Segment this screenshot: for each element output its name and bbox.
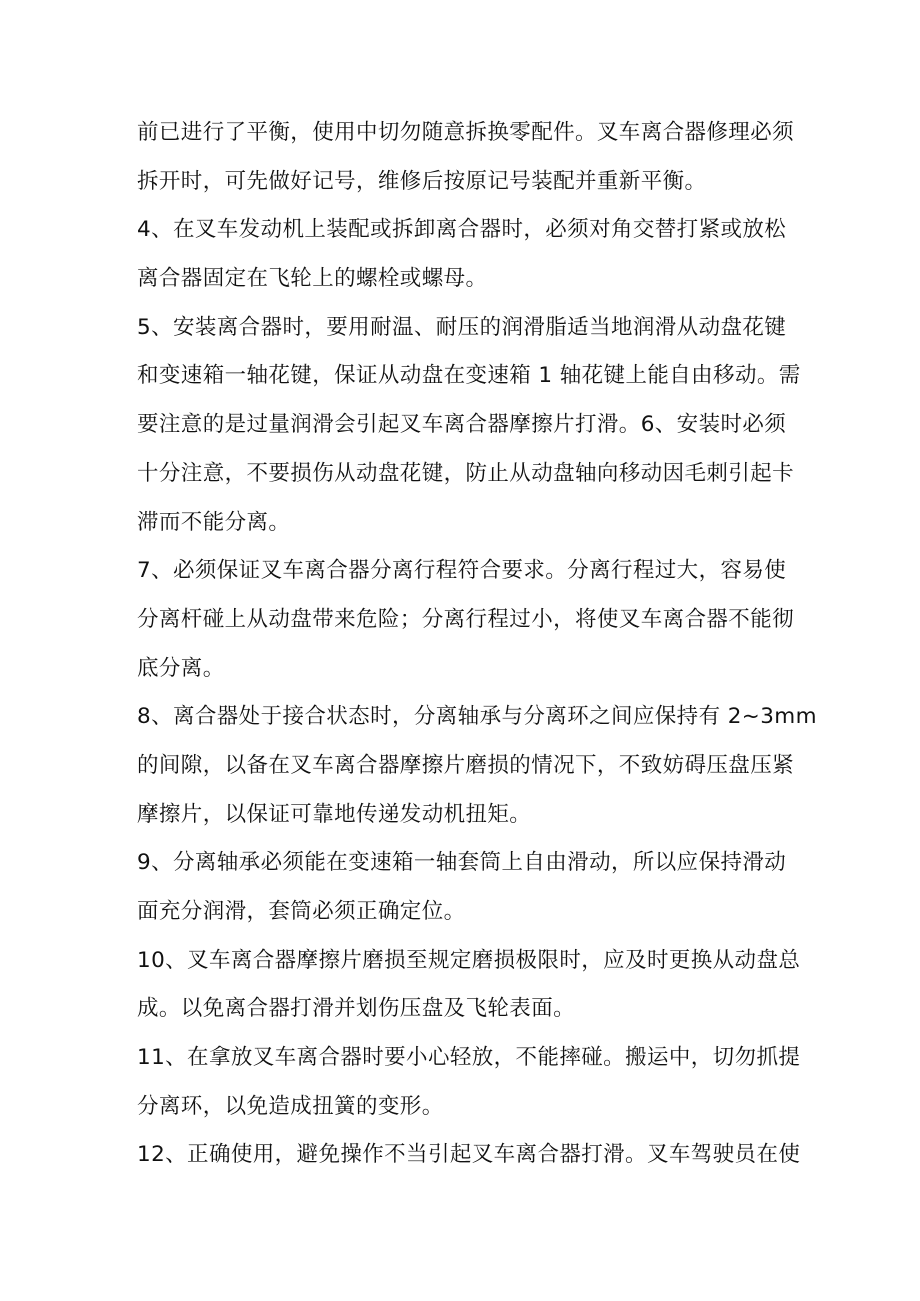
text-line: 11、在拿放叉车离合器时要小心轻放，不能摔碰。搬运中，切勿抓提 bbox=[137, 1045, 801, 1071]
paragraph-item-4 bbox=[137, 206, 787, 303]
paragraph-item-9 bbox=[137, 839, 787, 936]
paragraph-continuation bbox=[137, 109, 795, 206]
text-line: 十分注意，不要损伤从动盘花键，防止从动盘轴向移动因毛刺引起卡 bbox=[137, 460, 795, 486]
paragraph-item-12 bbox=[137, 1131, 801, 1180]
text-line: 4、在叉车发动机上装配或拆卸离合器时，必须对角交替打紧或放松 bbox=[137, 217, 787, 243]
text-line: 拆开时，可先做好记号，维修后按原记号装配并重新平衡。 bbox=[137, 168, 707, 194]
text-line: 成。以免离合器打滑并划伤压盘及飞轮表面。 bbox=[137, 996, 576, 1022]
paragraph-item-7 bbox=[137, 547, 795, 693]
paragraph-item-11 bbox=[137, 1034, 801, 1131]
document-page bbox=[137, 109, 817, 1180]
text-line: 离合器固定在飞轮上的螺栓或螺母。 bbox=[137, 266, 488, 292]
text-line: 分离环，以免造成扭簧的变形。 bbox=[137, 1093, 444, 1119]
text-line: 的间隙，以备在叉车离合器摩擦片磨损的情况下，不致妨碍压盘压紧 bbox=[137, 752, 795, 778]
text-line: 和变速箱一轴花键，保证从动盘在变速箱 1 轴花键上能自由移动。需 bbox=[137, 363, 801, 389]
paragraph-item-10 bbox=[137, 937, 801, 1034]
text-line: 摩擦片，以保证可靠地传递发动机扭矩。 bbox=[137, 801, 532, 827]
text-line: 分离杆碰上从动盘带来危险；分离行程过小，将使叉车离合器不能彻 bbox=[137, 606, 795, 632]
text-line: 滞而不能分离。 bbox=[137, 509, 291, 535]
text-line: 12、正确使用，避免操作不当引起叉车离合器打滑。叉车驾驶员在使 bbox=[137, 1142, 801, 1168]
text-line: 底分离。 bbox=[137, 655, 225, 681]
text-line: 9、分离轴承必须能在变速箱一轴套筒上自由滑动，所以应保持滑动 bbox=[137, 850, 787, 876]
text-line: 5、安装离合器时，要用耐温、耐压的润滑脂适当地润滑从动盘花键 bbox=[137, 314, 787, 340]
text-line: 8、离合器处于接合状态时，分离轴承与分离环之间应保持有 2~3mm bbox=[137, 704, 817, 730]
text-line: 要注意的是过量润滑会引起叉车离合器摩擦片打滑。6、安装时必须 bbox=[137, 412, 787, 438]
text-line: 7、必须保证叉车离合器分离行程符合要求。分离行程过大，容易使 bbox=[137, 558, 787, 584]
text-line: 前已进行了平衡，使用中切勿随意拆换零配件。叉车离合器修理必须 bbox=[137, 120, 795, 145]
paragraph-item-5-6 bbox=[137, 304, 801, 547]
text-line: 10、叉车离合器摩擦片磨损至规定磨损极限时，应及时更换从动盘总 bbox=[137, 947, 801, 973]
text-line: 面充分润滑，套筒必须正确定位。 bbox=[137, 899, 466, 924]
paragraph-item-8 bbox=[137, 693, 817, 839]
